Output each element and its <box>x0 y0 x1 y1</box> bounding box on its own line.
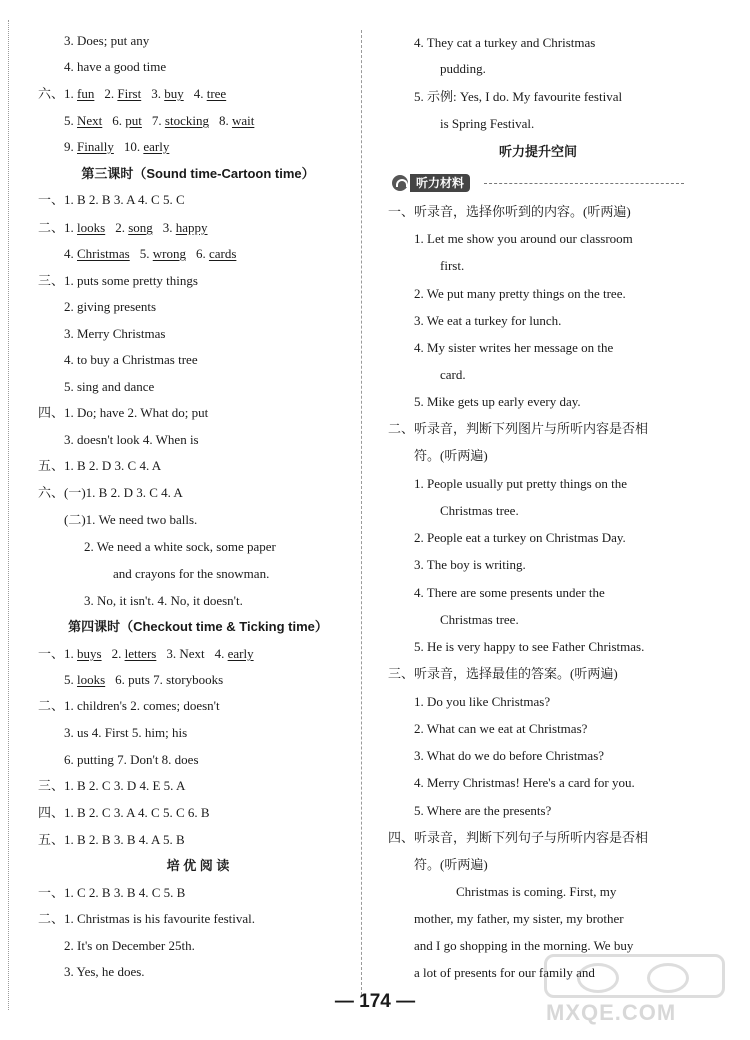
listening-section-title: 一、听录音，选择你听到的内容。(听两遍) <box>388 204 631 219</box>
binding-edge <box>8 20 9 1010</box>
answer-row: 3. The boy is writing. <box>414 557 526 572</box>
answer-row: 4. Merry Christmas! Here's a card for you. <box>414 775 635 790</box>
listening-section-title: 四、听录音，判断下列句子与所听内容是否相 <box>388 830 649 845</box>
answer-row: 3. Yes, he does. <box>64 964 145 979</box>
answer-row: 2. We put many pretty things on the tree. <box>414 286 626 301</box>
answer-row: 3. doesn't look 4. When is <box>64 432 199 447</box>
answer-row: 5. 示例: Yes, I do. My favourite festival <box>414 89 623 104</box>
lesson3-section-2-row2: 4. Christmas 5. wrong 6. cards <box>64 246 237 261</box>
answer-row: 2. giving presents <box>64 299 157 314</box>
answer-row: 1. Do you like Christmas? <box>414 694 551 709</box>
answer-row: 5. He is very happy to see Father Christmas. <box>414 639 645 654</box>
answer-row: 二、1. children's 2. comes; doesn't <box>38 698 220 713</box>
answer-row: 2. People eat a turkey on Christmas Day. <box>414 530 626 545</box>
answer-row: 二、1. Christmas is his favourite festival. <box>38 911 256 926</box>
watermark-text: MXQE.COM <box>546 1000 677 1025</box>
answer-row: Christmas tree. <box>440 503 519 518</box>
answer-row: 2. What can we eat at Christmas? <box>414 721 588 736</box>
lesson3-section-2-row1: 二、1. looks 2. song 3. happy <box>38 220 208 235</box>
passage-line: mother, my father, my sister, my brother <box>414 911 624 926</box>
answer-row: 3. What do we do before Christmas? <box>414 748 605 763</box>
listening-section-title-cont: 符。(听两遍) <box>414 857 488 872</box>
page-number: — 174 — <box>334 991 416 1012</box>
answer-row: 4. to buy a Christmas tree <box>64 352 198 367</box>
answer-row: 四、1. B 2. C 3. A 4. C 5. C 6. B <box>38 805 210 820</box>
answer-row: 2. We need a white sock, some paper <box>84 539 276 554</box>
headphones-icon <box>392 175 408 191</box>
lesson4-section-1-row1: 一、1. buys 2. letters 3. Next 4. early <box>38 646 254 661</box>
listening-material-tag <box>388 174 688 192</box>
lesson4-section-1-row2: 5. looks 6. puts 7. storybooks <box>64 672 224 687</box>
answer-row: card. <box>440 367 466 382</box>
section-6-row2: 5. Next 6. put 7. stocking 8. wait <box>64 113 255 128</box>
tag-divider <box>484 183 684 184</box>
answer-row: 6. putting 7. Don't 8. does <box>64 752 199 767</box>
answer-row: 3. Merry Christmas <box>64 326 166 341</box>
passage-line: Christmas is coming. First, my <box>456 884 617 899</box>
answer-row: 1. Let me show you around our classroom <box>414 231 633 246</box>
listening-section-title-cont: 符。(听两遍) <box>414 448 488 463</box>
answer-row: 4. My sister writes her message on the <box>414 340 614 355</box>
tag-label: 听力材料 <box>410 174 470 192</box>
answer-row: 2. It's on December 25th. <box>64 938 195 953</box>
answer-row: 3. Does; put any <box>64 33 150 48</box>
answer-row: 4. They cat a turkey and Christmas <box>414 35 596 50</box>
answer-row: 三、1. B 2. C 3. D 4. E 5. A <box>38 778 186 793</box>
answer-row: 3. us 4. First 5. him; his <box>64 725 188 740</box>
answer-row: first. <box>440 258 465 273</box>
answer-row: 3. No, it isn't. 4. No, it doesn't. <box>84 593 243 608</box>
watermark-logo <box>544 954 725 998</box>
answer-row: 1. People usually put pretty things on the <box>414 476 628 491</box>
answer-row: 4. There are some presents under the <box>414 585 605 600</box>
answer-row: (二)1. We need two balls. <box>64 512 198 527</box>
answer-row: 5. sing and dance <box>64 379 155 394</box>
listening-section-title: 三、听录音，选择最佳的答案。(听两遍) <box>388 666 618 681</box>
answer-row: 4. have a good time <box>64 59 167 74</box>
answer-row: 三、1. puts some pretty things <box>38 273 198 288</box>
answer-row: pudding. <box>440 61 486 76</box>
answer-row: Christmas tree. <box>440 612 519 627</box>
passage-line: a lot of presents for our family and <box>414 965 595 980</box>
section-6-row3: 9. Finally 10. early <box>64 139 170 154</box>
answer-row: 五、1. B 2. D 3. C 4. A <box>38 458 162 473</box>
answer-row: is Spring Festival. <box>440 116 535 131</box>
answer-row: 五、1. B 2. B 3. B 4. A 5. B <box>38 832 185 847</box>
answer-row: 5. Where are the presents? <box>414 803 552 818</box>
listening-heading: 听力提升空间 <box>498 144 577 159</box>
answer-row: 3. We eat a turkey for lunch. <box>414 313 562 328</box>
answer-row: 六、(一)1. B 2. D 3. C 4. A <box>38 485 183 500</box>
answer-row: 一、1. C 2. B 3. B 4. C 5. B <box>38 885 186 900</box>
lesson-4-heading: 第四课时（Checkout time & Ticking time） <box>68 619 328 634</box>
answer-row: 四、1. Do; have 2. What do; put <box>38 405 209 420</box>
lesson-3-heading: 第三课时（Sound time-Cartoon time） <box>81 166 315 181</box>
watermark <box>544 948 734 1028</box>
answer-row: 一、1. B 2. B 3. A 4. C 5. C <box>38 192 185 207</box>
passage-line: and I go shopping in the morning. We buy <box>414 938 634 953</box>
answer-row: and crayons for the snowman. <box>113 566 270 581</box>
answer-row: 5. Mike gets up early every day. <box>414 394 581 409</box>
listening-section-title: 二、听录音，判断下列图片与所听内容是否相 <box>388 421 649 436</box>
column-divider <box>361 30 362 995</box>
section-6-row1: 六、1. fun 2. First 3. buy 4. tree <box>38 86 227 101</box>
reading-heading: 培 优 阅 读 <box>166 858 230 873</box>
